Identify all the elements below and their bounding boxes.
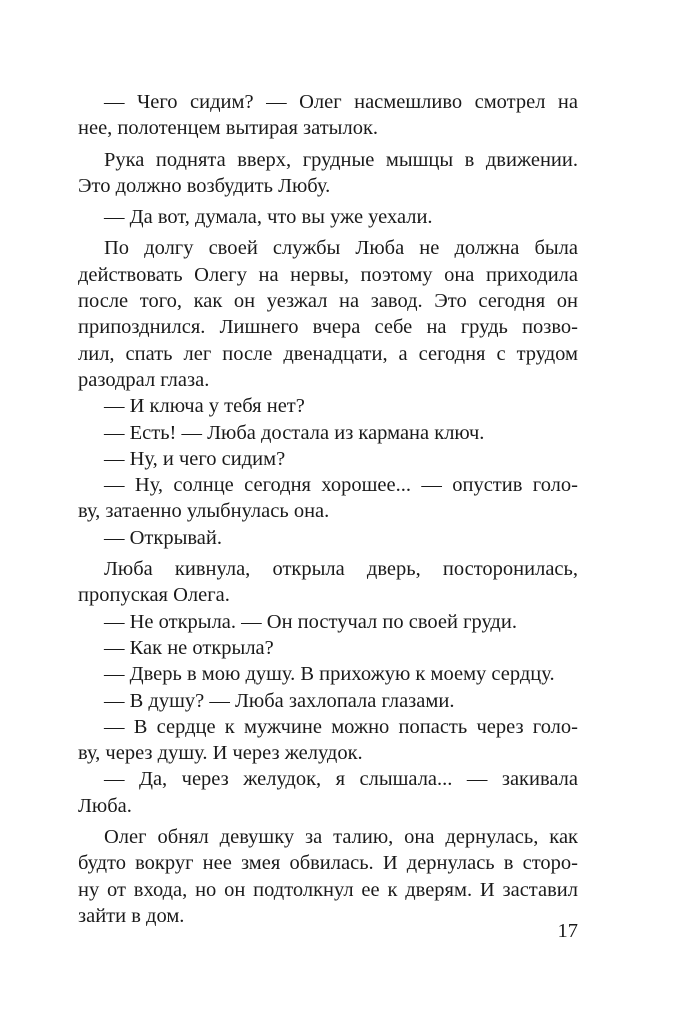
text-line: — Дверь в мою душу. В прихожую к моему сердцу. [104,663,555,686]
text-line: — Открывай. [104,526,222,549]
text-line: — Не открыла. — Он постучал по своей груди. [104,610,517,633]
text-line: — В душу? — Люба захлопала глазами. [104,689,455,712]
text-line: Рука поднята вверх, грудные мышцы в движении. [104,148,578,171]
text-line: ну от входа, но он подтолкнул ее к дверям. И заставил [78,878,578,901]
text-line: зайти в дом. [78,904,185,927]
text-line: Люба кивнула, открыла дверь, посторонилась, [104,558,578,581]
text-line: ву, через душу. И через желудок. [78,742,363,765]
text-line: лил, спать лег после двенадцати, а сегодня с трудом [78,342,578,365]
text-line: разодрал глаза. [78,368,210,391]
text-line: Олег обнял девушку за талию, она дернулась, как [104,826,578,849]
text-line: действовать Олегу на нервы, поэтому она приходила [78,263,578,286]
text-line: — И ключа у тебя нет? [104,395,305,418]
text-line: ву, затаенно улыбнулась она. [78,500,330,523]
text-line: — Есть! — Люба достала из кармана ключ. [104,421,485,444]
text-line: припозднился. Лишнего вчера себе на грудь позво- [78,316,578,339]
text-line: будто вокруг нее змея обвилась. И дернулась в сторо- [78,852,578,875]
text-line: Это должно возбудить Любу. [78,174,331,197]
text-line: — Как не открыла? [104,636,274,659]
text-line: нее, полотенцем вытирая затылок. [78,117,379,140]
text-line: — Чего сидим? — Олег насмешливо смотрел на [104,91,578,113]
text-line: — В сердце к мужчине можно попасть через голо- [104,715,578,738]
text-line: — Ну, солнце сегодня хорошее... — опустив голо- [104,474,578,497]
text-line: — Да, через желудок, я слышала... — закивала [104,768,578,791]
text-line: По долгу своей службы Люба не должна была [104,237,578,260]
text-line: — Да вот, думала, что вы уже уехали. [104,206,433,229]
text-line: Люба. [78,794,132,817]
body-text [78,89,578,929]
text-line: после того, как он уезжал на завод. Это сегодня он [78,290,578,313]
text-line: — Ну, и чего сидим? [104,447,286,470]
page-number: 17 [557,920,578,942]
text-line: пропуская Олега. [78,584,230,607]
